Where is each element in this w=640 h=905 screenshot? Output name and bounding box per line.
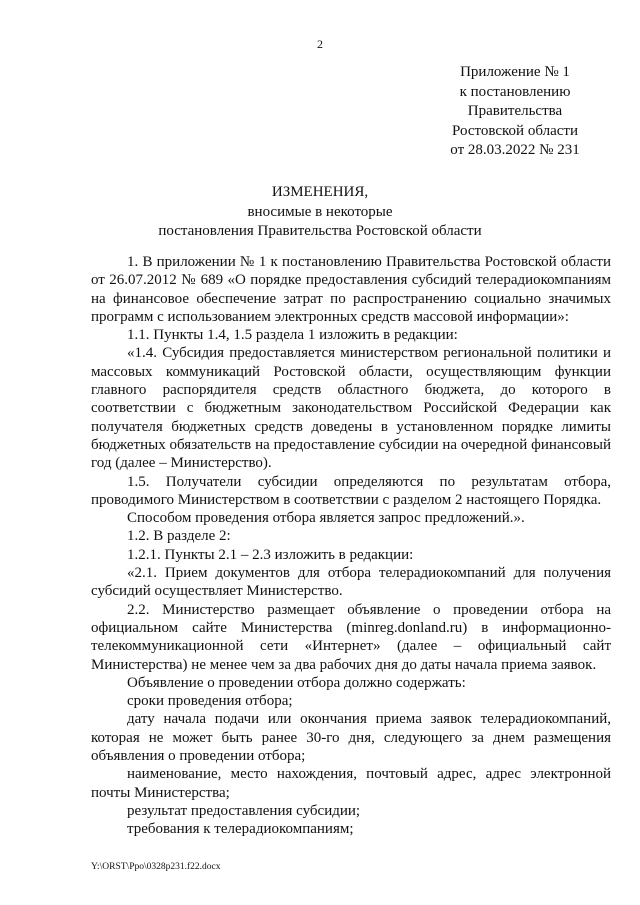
paragraph: 1.1. Пункты 1.4, 1.5 раздела 1 изложить в редакции: bbox=[127, 327, 458, 344]
appendix-line: Ростовской области bbox=[452, 122, 578, 139]
paragraph: «1.4. Субсидия предоставляется министерством региональной политики и массовых коммуникаций Ростовской области, осуществляющим функции главного распорядителя средств областного бюджета, до которого в соответствии с бюджетным законодательством Российской Федерации как получателя бюджетных средств доведены в установленном порядке лимиты бюджетных обязательств на предоставление субсидии на очередной финансовый год (далее – Министерство). bbox=[91, 345, 611, 472]
document-body bbox=[91, 253, 611, 839]
paragraph: Объявление о проведении отбора должно содержать: bbox=[127, 674, 466, 691]
appendix-line: Приложение № 1 bbox=[460, 64, 570, 80]
paragraph: дату начала подачи или окончания приема заявок телерадиокомпаний, которая не может быть ранее 30-го дня, следующего за днем размещения объявления о проведении отбора; bbox=[91, 711, 611, 765]
paragraph: наименование, место нахождения, почтовый адрес, адрес электронной почты Министерства; bbox=[91, 766, 611, 801]
title-subtitle: постановления Правительства Ростовской области bbox=[158, 223, 482, 239]
appendix-line: к постановлению bbox=[459, 83, 571, 100]
appendix-line: от 28.03.2022 № 231 bbox=[450, 142, 580, 158]
paragraph: 1.2. В разделе 2: bbox=[127, 528, 231, 545]
paragraph: 1.5. Получатели субсидии определяются по результатам отбора, проводимого Министерством в соответствии с разделом 2 настоящего Порядка. bbox=[91, 473, 611, 508]
paragraph: 1.2.1. Пункты 2.1 – 2.3 изложить в редакции: bbox=[127, 546, 414, 563]
document-title bbox=[0, 183, 640, 242]
paragraph: Способом проведения отбора является запрос предложений.». bbox=[127, 510, 525, 527]
paragraph: сроки проведения отбора; bbox=[127, 693, 293, 710]
paragraph: «2.1. Прием документов для отбора телерадиокомпаний для получения субсидий осуществляет Министерство. bbox=[91, 565, 611, 600]
paragraph: 1. В приложении № 1 к постановлению Правительства Ростовской области от 26.07.2012 № 689 «О порядке предоставления субсидий телерадиокомпаниям на финансовое обеспечение затрат по распространению социально значимых программ с использованием электронных средств массовой информации»: bbox=[91, 254, 611, 325]
paragraph: требования к телерадиокомпаниям; bbox=[127, 821, 354, 838]
appendix-block bbox=[440, 63, 590, 161]
footer-file-path: Y:\ORST\Ppo\0328p231.f22.docx bbox=[91, 862, 221, 872]
paragraph: 2.2. Министерство размещает объявление о проведении отбора на официальном сайте Министерства (minreg.donland.ru) в информационно-телекоммуникационной сети «Интернет» (далее – официальный сайт Министерства) не менее чем за два рабочих дня до даты начала приема заявок. bbox=[91, 601, 611, 673]
title-heading: ИЗМЕНЕНИЯ, bbox=[271, 184, 369, 200]
title-subtitle: вносимые в некоторые bbox=[247, 203, 393, 220]
page-number: 2 bbox=[317, 37, 323, 51]
appendix-line: Правительства bbox=[467, 103, 563, 119]
paragraph: результат предоставления субсидии; bbox=[127, 802, 361, 819]
